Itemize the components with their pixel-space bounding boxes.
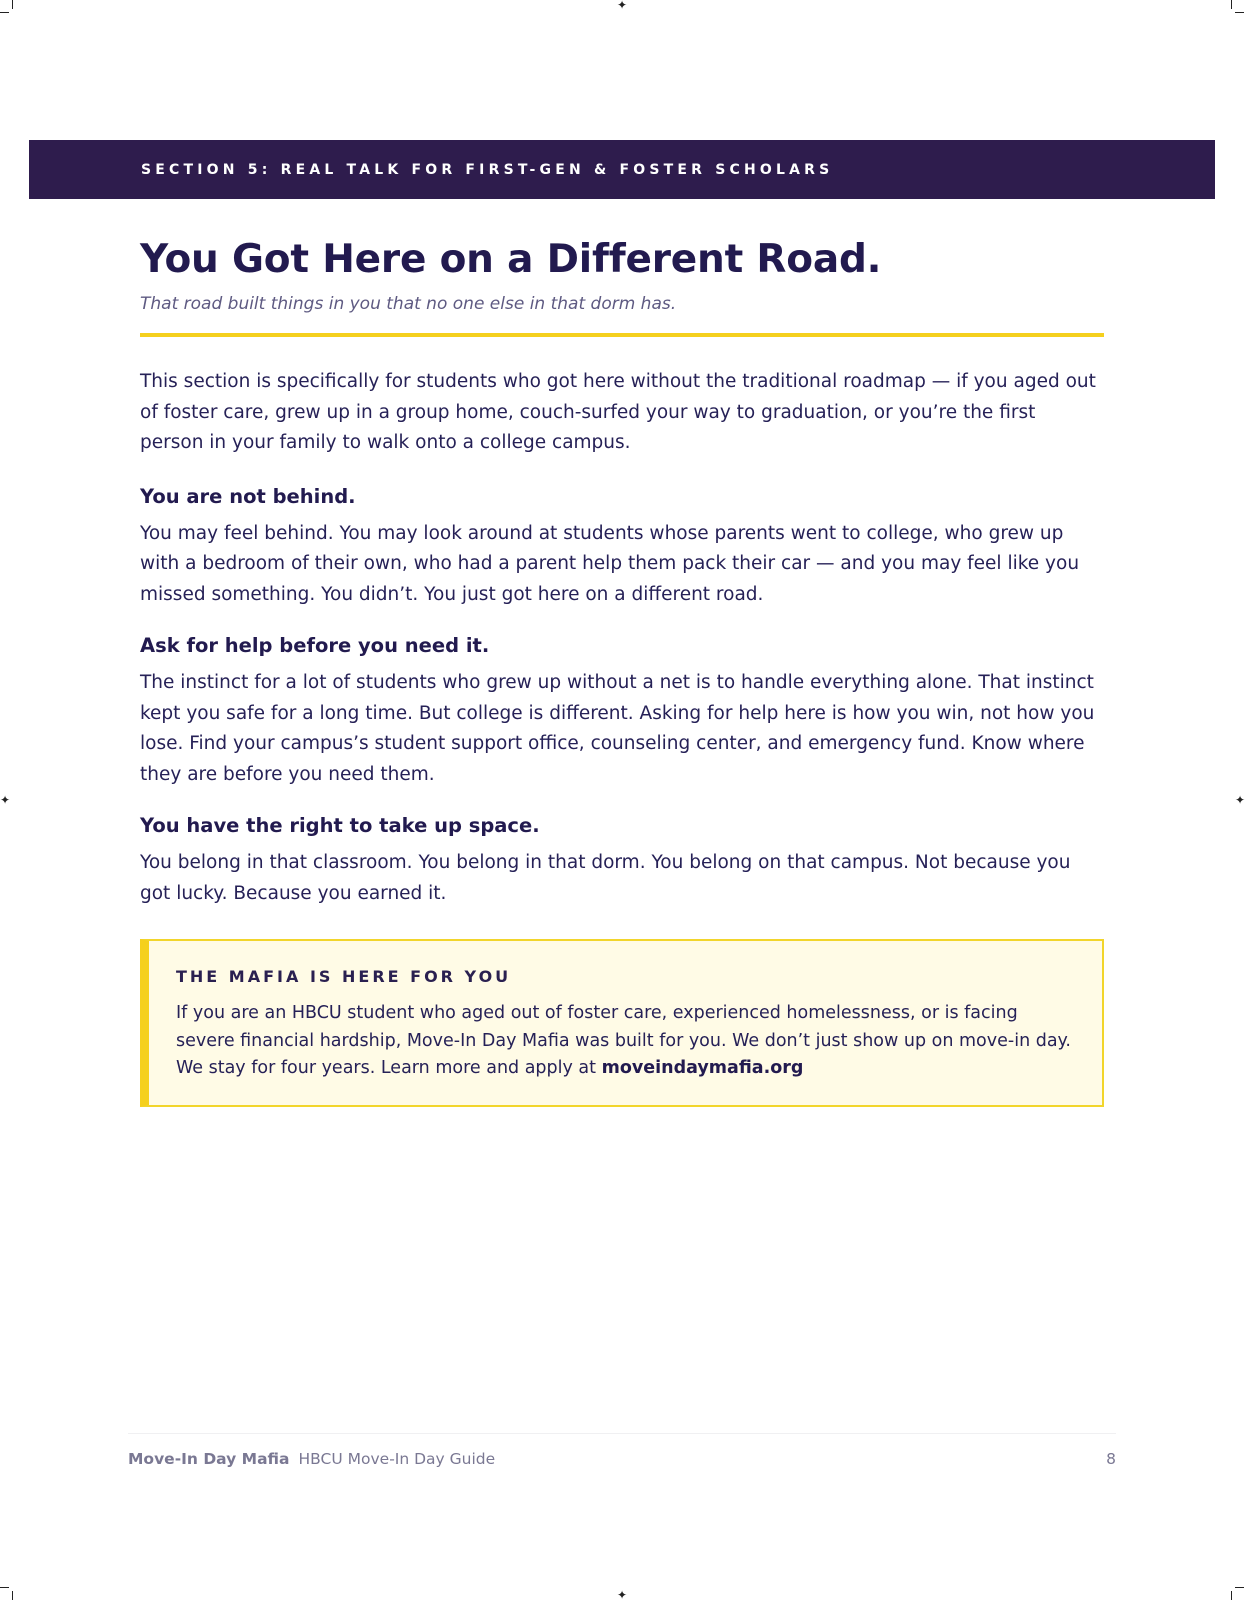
section-body-not-behind: You may feel behind. You may look around at students whose parents went to college, who grew up with a bedroom of their own, who had a parent help them pack their car — and you may feel like you missed something. You didn’t. You just got here on a different road. — [140, 522, 1080, 605]
callout-body — [176, 1000, 1072, 1083]
website-link[interactable]: moveindaymafia.org — [601, 1058, 804, 1078]
page-title: You Got Here on a Different Road. — [140, 237, 882, 282]
page-subtitle: That road built things in you that no one else in that dorm has. — [140, 294, 677, 314]
crop-mark — [1231, 0, 1232, 9]
callout-box — [140, 939, 1104, 1107]
callout-title: THE MAFIA IS HERE FOR YOU — [176, 967, 512, 986]
footer-doc-title: HBCU Move-In Day Guide — [298, 1450, 496, 1468]
page-footer — [128, 1448, 1116, 1470]
page-number: 8 — [1106, 1450, 1116, 1468]
registration-mark-icon: ✦ — [0, 793, 11, 807]
section-body-take-up-space: You belong in that classroom. You belong in that dorm. You belong on that campus. Not because you got lucky. Because you earned it. — [140, 852, 1071, 904]
crop-mark — [1235, 1587, 1244, 1588]
main-content — [140, 230, 1104, 1107]
section-heading-ask-for-help: Ask for help before you need it. — [140, 634, 490, 657]
section-heading-not-behind: You are not behind. — [140, 484, 356, 508]
crop-mark — [0, 1587, 9, 1588]
section-label: SECTION 5: REAL TALK FOR FIRST-GEN & FOSTER SCHOLARS — [141, 161, 834, 178]
footer-divider — [128, 1433, 1116, 1434]
crop-mark — [12, 0, 13, 9]
intro-paragraph: This section is specifically for students who got here without the traditional roadmap — if you aged out of foster care, grew up in a group home, couch-surfed your way to graduation, or you’re the first person in your family to walk onto a college campus. — [140, 371, 1096, 453]
footer-left — [128, 1448, 495, 1470]
callout-text: If you are an HBCU student who aged out of foster care, experienced homelessness, or is facing severe financial hardship, Move-In Day Mafia was built for you. We don’t just show up on move-in day. We stay for four years. Learn more and apply at — [176, 1003, 1071, 1078]
crop-mark — [12, 1591, 13, 1600]
crop-mark — [0, 12, 9, 13]
crop-mark — [1235, 12, 1244, 13]
registration-mark-icon: ✦ — [616, 1588, 628, 1602]
title-divider — [140, 333, 1104, 337]
registration-mark-icon: ✦ — [1234, 793, 1246, 807]
registration-mark-icon: ✦ — [616, 0, 628, 12]
section-body-ask-for-help: The instinct for a lot of students who grew up without a net is to handle everything alone. That instinct kept you safe for a long time. But college is different. Asking for help here is how you win, not how you lose. Find your campus’s student support office, counseling center, and emergency fund. Know where they are before you need them. — [140, 672, 1095, 785]
crop-mark — [1231, 1591, 1232, 1600]
section-heading-take-up-space: You have the right to take up space. — [140, 814, 540, 837]
section-banner — [29, 140, 1215, 199]
footer-brand: Move-In Day Mafia — [128, 1450, 290, 1468]
